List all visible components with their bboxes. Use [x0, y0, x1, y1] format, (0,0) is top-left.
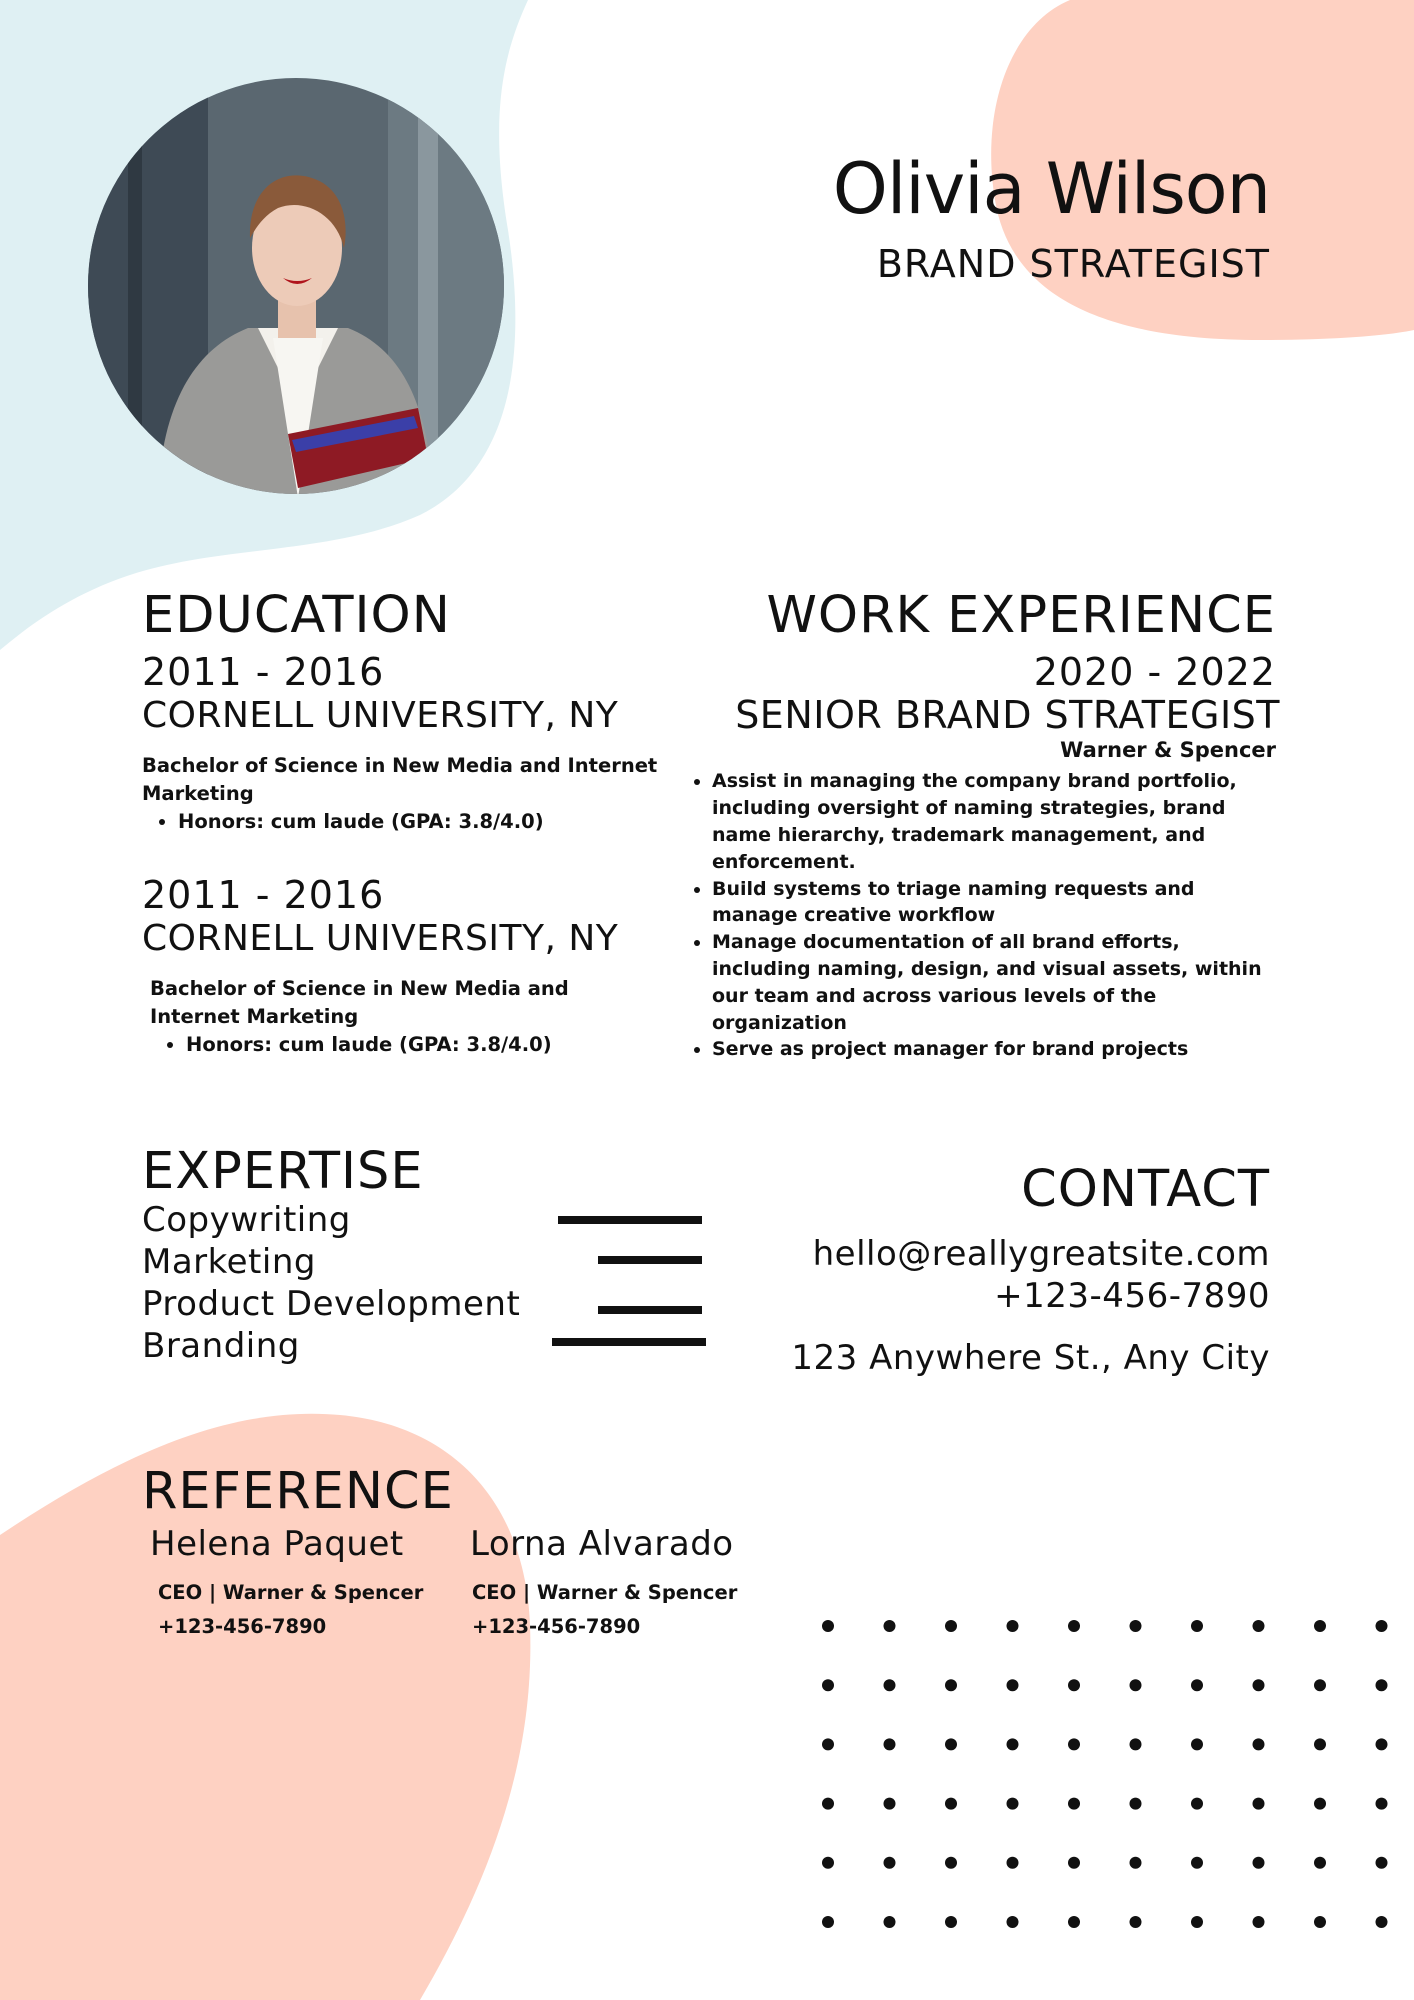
work-company: Warner & Spencer	[1060, 738, 1276, 763]
profile-photo	[88, 78, 504, 494]
grid-dot	[1130, 1738, 1142, 1750]
reference-section	[142, 1462, 738, 1638]
contact-heading: CONTACT	[1021, 1160, 1270, 1219]
education-honors: • Honors: cum laude (GPA: 3.8/4.0)	[186, 1031, 662, 1059]
grid-dot	[1007, 1620, 1019, 1632]
grid-dot	[822, 1620, 834, 1632]
profile-photo-illustration	[88, 78, 504, 494]
grid-dot	[1314, 1857, 1326, 1869]
grid-dot	[1068, 1738, 1080, 1750]
candidate-name: Olivia Wilson	[832, 148, 1270, 230]
decorative-dot-grid	[812, 1612, 1412, 1992]
contact-address: 123 Anywhere St., Any City	[791, 1338, 1270, 1378]
grid-dot	[884, 1679, 896, 1691]
work-job-title: SENIOR BRAND STRATEGIST	[735, 692, 1280, 737]
education-degree: Bachelor of Science in New Media and Internet Marketing	[150, 977, 569, 1029]
grid-dot	[945, 1798, 957, 1810]
grid-dot	[1007, 1916, 1019, 1928]
grid-dot	[822, 1857, 834, 1869]
grid-dot	[1253, 1798, 1265, 1810]
expertise-item: Product Development	[142, 1284, 521, 1324]
grid-dot	[884, 1738, 896, 1750]
grid-dot	[1068, 1798, 1080, 1810]
education-entry	[142, 874, 662, 1059]
grid-dot	[945, 1679, 957, 1691]
grid-dot	[822, 1679, 834, 1691]
reference-name: Helena Paquet	[150, 1524, 404, 1564]
reference-phone: +123-456-7890	[472, 1615, 641, 1638]
grid-dot	[1007, 1738, 1019, 1750]
grid-dot	[1376, 1916, 1388, 1928]
expertise-item: Copywriting	[142, 1200, 351, 1240]
work-duty-item: • Serve as project manager for brand projects	[712, 1036, 1276, 1063]
grid-dot	[1130, 1679, 1142, 1691]
reference-name: Lorna Alvarado	[470, 1524, 734, 1564]
grid-dot	[1007, 1798, 1019, 1810]
work-duty-item: • Build systems to triage naming requests and manage creative workflow	[712, 876, 1276, 930]
grid-dot	[1068, 1916, 1080, 1928]
education-school: CORNELL UNIVERSITY, NY	[142, 694, 619, 736]
grid-dot	[1376, 1798, 1388, 1810]
expertise-section	[142, 1142, 521, 1367]
grid-dot	[1191, 1679, 1203, 1691]
grid-dot	[1130, 1857, 1142, 1869]
reference-phone: +123-456-7890	[158, 1615, 327, 1638]
grid-dot	[945, 1916, 957, 1928]
work-experience-heading: WORK EXPERIENCE	[766, 586, 1276, 645]
grid-dot	[1376, 1738, 1388, 1750]
education-heading: EDUCATION	[142, 586, 451, 645]
grid-dot	[1253, 1857, 1265, 1869]
grid-dot	[1068, 1620, 1080, 1632]
grid-dot	[884, 1620, 896, 1632]
grid-dot	[1314, 1679, 1326, 1691]
work-duties-list	[686, 768, 1276, 1063]
grid-dot	[1191, 1620, 1203, 1632]
grid-dot	[1191, 1857, 1203, 1869]
reference-heading: REFERENCE	[142, 1462, 454, 1521]
grid-dot	[945, 1620, 957, 1632]
grid-dot	[1191, 1738, 1203, 1750]
work-duty-item: • Manage documentation of all brand efforts, including naming, design, and visual assets, within our team and across various levels of the organization	[712, 929, 1276, 1036]
reference-role: CEO | Warner & Spencer	[472, 1581, 738, 1604]
grid-dot	[1130, 1620, 1142, 1632]
grid-dot	[1253, 1916, 1265, 1928]
grid-dot	[945, 1857, 957, 1869]
grid-dot	[884, 1798, 896, 1810]
grid-dot	[1191, 1916, 1203, 1928]
reference-card	[470, 1524, 790, 1644]
grid-dot	[884, 1857, 896, 1869]
grid-dot	[1314, 1620, 1326, 1632]
grid-dot	[1130, 1916, 1142, 1928]
grid-dot	[1376, 1679, 1388, 1691]
grid-dot	[1253, 1679, 1265, 1691]
grid-dot	[1130, 1798, 1142, 1810]
grid-dot	[1007, 1857, 1019, 1869]
contact-email[interactable]: hello@reallygreatsite.com	[812, 1234, 1270, 1274]
grid-dot	[822, 1738, 834, 1750]
education-honors: • Honors: cum laude (GPA: 3.8/4.0)	[178, 808, 662, 836]
grid-dot	[1068, 1679, 1080, 1691]
grid-dot	[945, 1738, 957, 1750]
grid-dot	[1191, 1798, 1203, 1810]
education-degree: Bachelor of Science in New Media and Internet Marketing	[142, 754, 658, 806]
reference-role: CEO | Warner & Spencer	[158, 1581, 424, 1604]
education-section	[142, 586, 662, 1059]
grid-dot	[1376, 1857, 1388, 1869]
grid-dot	[1068, 1857, 1080, 1869]
expertise-item: Marketing	[142, 1242, 316, 1282]
grid-dot	[1314, 1798, 1326, 1810]
expertise-item: Branding	[142, 1326, 300, 1366]
contact-section	[791, 1160, 1270, 1379]
grid-dot	[822, 1798, 834, 1810]
grid-dot	[884, 1916, 896, 1928]
decorative-lines	[550, 1216, 710, 1346]
work-experience-section	[686, 586, 1280, 1063]
grid-dot	[1007, 1679, 1019, 1691]
reference-card	[150, 1524, 470, 1644]
grid-dot	[1253, 1738, 1265, 1750]
education-entry	[142, 651, 662, 836]
grid-dot	[1314, 1738, 1326, 1750]
grid-dot	[822, 1916, 834, 1928]
education-years: 2011 - 2016	[142, 650, 385, 694]
candidate-title: BRAND STRATEGIST	[876, 242, 1270, 286]
grid-dot	[1376, 1620, 1388, 1632]
work-years: 2020 - 2022	[1033, 650, 1276, 694]
grid-dot	[1253, 1620, 1265, 1632]
contact-phone[interactable]: +123-456-7890	[994, 1276, 1270, 1316]
education-school: CORNELL UNIVERSITY, NY	[142, 917, 619, 959]
work-duty-item: • Assist in managing the company brand portfolio, including oversight of naming strategies, brand name hierarchy, trademark management, and enforcement.	[712, 768, 1276, 875]
expertise-heading: EXPERTISE	[142, 1142, 424, 1201]
education-years: 2011 - 2016	[142, 873, 385, 918]
grid-dot	[1314, 1916, 1326, 1928]
